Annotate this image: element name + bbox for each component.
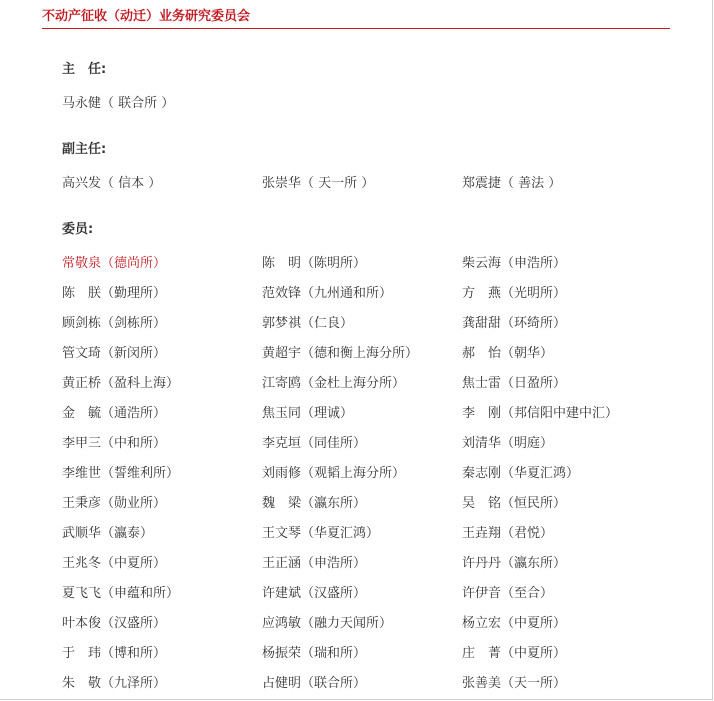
member-name: 王正涵（申浩所） xyxy=(262,556,367,571)
member-name: 王文琴（华夏汇鸿） xyxy=(262,526,380,541)
member-name: 李 刚（邦信阳中建中汇） xyxy=(462,406,619,421)
member-name-highlighted: 常敬泉（德尚所） xyxy=(62,256,167,271)
member-name: 王兆冬（中夏所） xyxy=(62,556,167,571)
member-name: 杨振荣（瑞和所） xyxy=(262,646,367,661)
committee-label: 委员: xyxy=(62,222,94,237)
deputy-label: 副主任: xyxy=(62,142,107,157)
committee-row xyxy=(62,674,682,694)
member-name: 黄正桥（盈科上海） xyxy=(62,376,180,391)
committee-row xyxy=(62,644,682,664)
member-name: 马永健（ 联合所 ） xyxy=(62,96,175,111)
member-name: 朱 敬（九泽所） xyxy=(62,676,167,691)
member-name: 武顺华（瀛泰） xyxy=(62,526,154,541)
committee-row xyxy=(62,374,682,394)
member-name: 李克垣（同佳所） xyxy=(262,436,367,451)
member-name: 刘清华（明庭） xyxy=(462,436,554,451)
member-name: 郝 怡（朝华） xyxy=(462,346,554,361)
member-name: 管文琦（新闵所） xyxy=(62,346,167,361)
director-row xyxy=(62,94,682,114)
member-name: 杨立宏（中夏所） xyxy=(462,616,567,631)
member-name: 柴云海（申浩所） xyxy=(462,256,567,271)
member-name: 范效锋（九州通和所） xyxy=(262,286,393,301)
committee-row xyxy=(62,404,682,424)
member-name: 庄 菁（中夏所） xyxy=(462,646,567,661)
member-name: 张崇华（ 天一所 ） xyxy=(262,176,375,191)
committee-row xyxy=(62,284,682,304)
committee-row xyxy=(62,464,682,484)
committee-row xyxy=(62,434,682,454)
committee-row xyxy=(62,614,682,634)
member-name: 郑震捷（ 善法 ） xyxy=(462,176,562,191)
member-name: 许丹丹（瀛东所） xyxy=(462,556,567,571)
page-title: 不动产征收（动迁）业务研究委员会 xyxy=(42,9,251,24)
member-name: 王垚翔（君悦） xyxy=(462,526,554,541)
member-name: 刘雨修（观韬上海分所） xyxy=(262,466,406,481)
member-name: 占健明（联合所） xyxy=(262,676,367,691)
member-name: 李甲三（中和所） xyxy=(62,436,167,451)
member-name: 焦士雷（日盈所） xyxy=(462,376,567,391)
committee-row xyxy=(62,314,682,334)
header xyxy=(42,8,670,29)
director-label: 主 任: xyxy=(62,62,107,77)
member-name: 陈 朕（勤理所） xyxy=(62,286,167,301)
committee-row xyxy=(62,494,682,514)
member-name: 秦志刚（华夏汇鸿） xyxy=(462,466,580,481)
member-name: 叶本俊（汉盛所） xyxy=(62,616,167,631)
member-name: 陈 明（陈明所） xyxy=(262,256,367,271)
committee-row xyxy=(62,554,682,574)
member-name: 方 燕（光明所） xyxy=(462,286,567,301)
deputy-row xyxy=(62,174,682,194)
member-name: 魏 梁（瀛东所） xyxy=(262,496,367,511)
member-name: 郭梦祺（仁良） xyxy=(262,316,354,331)
committee-row xyxy=(62,254,682,274)
member-name: 顾剑栋（剑栋所） xyxy=(62,316,167,331)
committee-row xyxy=(62,344,682,364)
member-name: 许建斌（汉盛所） xyxy=(262,586,367,601)
member-name: 夏飞飞（申蕴和所） xyxy=(62,586,180,601)
member-name: 应鸿敏（融力天闻所） xyxy=(262,616,393,631)
member-name: 张善美（天一所） xyxy=(462,676,567,691)
member-name: 焦玉同（理诚） xyxy=(262,406,354,421)
member-name: 许伊音（至合） xyxy=(462,586,554,601)
member-name: 李维世（誓维利所） xyxy=(62,466,180,481)
member-name: 吴 铭（恒民所） xyxy=(462,496,567,511)
member-name: 高兴发（ 信本 ） xyxy=(62,176,162,191)
member-name: 金 毓（通浩所） xyxy=(62,406,167,421)
committee-row xyxy=(62,584,682,604)
member-name: 王秉彦（勋业所） xyxy=(62,496,167,511)
member-name: 黄超宇（德和衡上海分所） xyxy=(262,346,419,361)
member-name: 于 玮（博和所） xyxy=(62,646,167,661)
member-name: 龚甜甜（环绮所） xyxy=(462,316,567,331)
committee-row xyxy=(62,524,682,544)
member-name: 江寄鸥（金杜上海分所） xyxy=(262,376,406,391)
